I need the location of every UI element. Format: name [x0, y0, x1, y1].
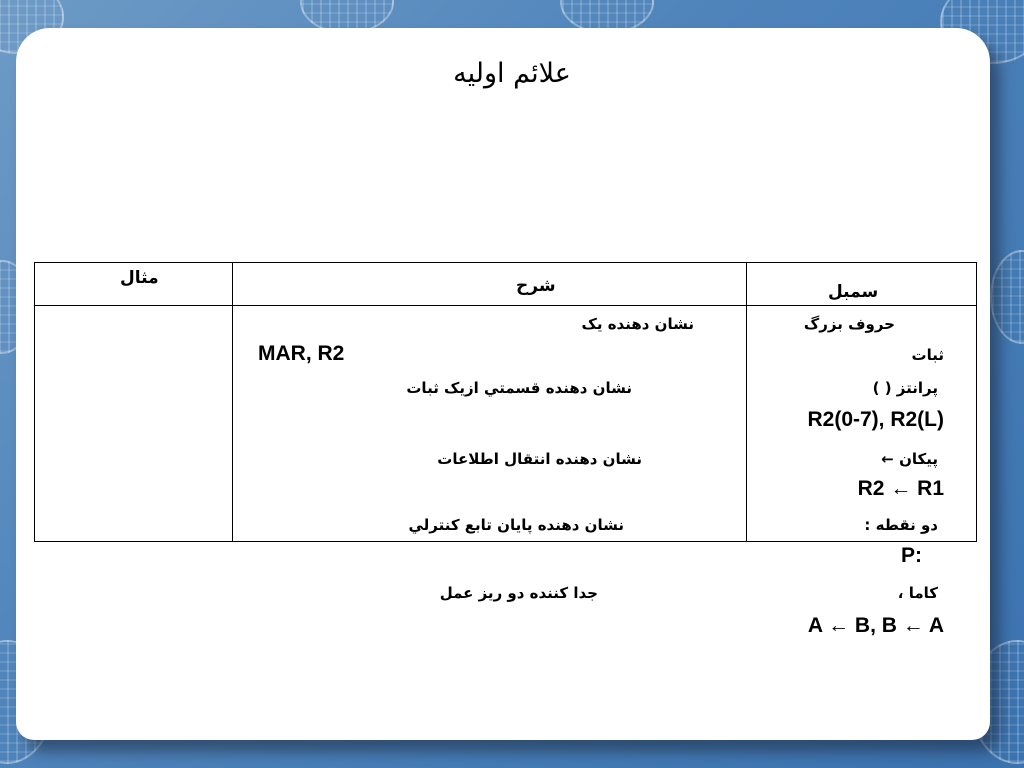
table-divider — [746, 262, 747, 542]
table-divider — [232, 262, 233, 542]
row3-symbol: پیکان ← — [881, 450, 938, 468]
row3-example: R2 ← R1 — [857, 477, 944, 500]
header-description: شرح — [516, 276, 556, 296]
row1-example: MAR, R2 — [258, 342, 345, 365]
symbol-table — [34, 262, 977, 542]
row4-description: نشان دهنده پایان تابع کنترلي — [408, 516, 624, 534]
row5-symbol: کاما ، — [897, 584, 938, 602]
header-example: مثال — [120, 268, 159, 288]
row1-description: نشان دهنده یک — [581, 315, 694, 333]
row2-description: نشان دهنده قسمتي ازیک ثبات — [406, 379, 632, 397]
row1-symbol: حروف بزرگ — [803, 315, 895, 333]
table-header-divider — [34, 305, 977, 306]
row5-description: جدا کننده دو ریز عمل — [439, 584, 598, 602]
row4-symbol: دو نقطه : — [864, 516, 938, 534]
globe-watermark-icon — [990, 250, 1024, 344]
row3-description: نشان دهنده انتقال اطلاعات — [437, 450, 642, 468]
row4-example: P: — [901, 544, 922, 567]
row5-example: A ← B, B ← A — [807, 614, 944, 637]
row2-example: R2(0-7), R2(L) — [807, 408, 944, 431]
page-title: علائم اولیه — [453, 58, 571, 89]
row1-symbol-continued: ثبات — [911, 346, 944, 364]
header-symbol: سمبل — [828, 282, 879, 302]
row2-symbol: پرانتز ( ) — [872, 379, 938, 397]
